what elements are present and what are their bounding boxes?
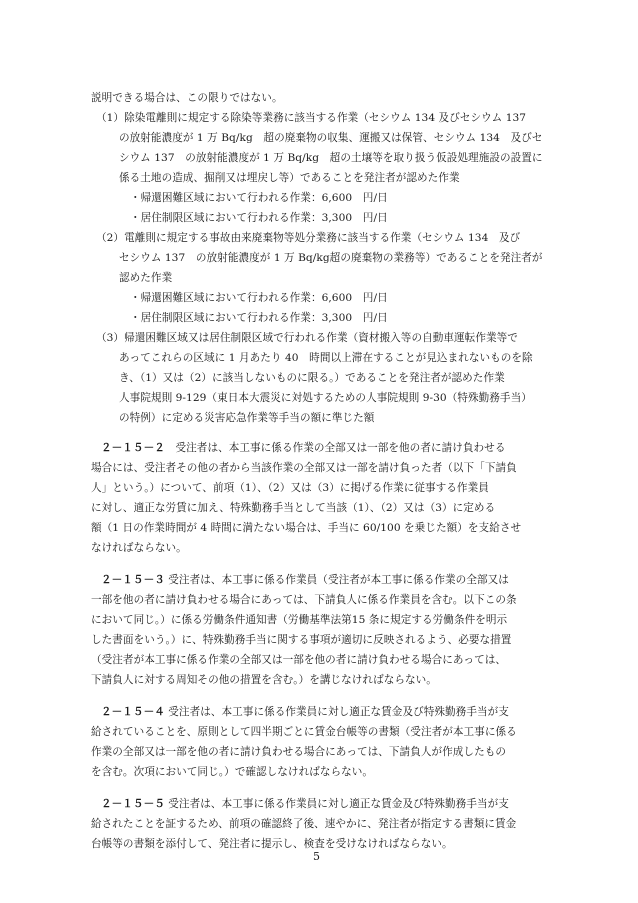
section-text: 受注者は、本工事に係る作業の全部又は一部を他の者に請け負わせる [164, 442, 506, 454]
bullet-item: ・帰還困難区域において行われる作業：6,600 円/日 [130, 292, 388, 304]
section-heading: ２－１５－５ [101, 798, 165, 810]
text-line: 台帳等の書類を添付して、発注者に提示し、検査を受けなければならない。 [91, 838, 453, 850]
text-line: 給されていることを、原則として四半期ごとに賃金台帳等の書類（受注者が本工事に係る [91, 726, 517, 738]
text-line: 一部を他の者に請け負わせる場合にあっては、下請負人に係る作業員を含む。以下この条 [91, 594, 517, 606]
text-line: の放射能濃度が 1 万 Bq/kg 超の廃棄物の収集、運搬又は保管、セシウム 134 及びセ [119, 132, 543, 144]
text-line: 認めた作業 [119, 272, 173, 284]
list-item-3: （3）帰還困難区域又は居住制限区域で行われる作業（資材搬入等の自動車運転作業等で [96, 332, 518, 344]
section-heading: ２－１５－２ [101, 442, 165, 454]
text-line: 説明できる場合は、この限りではない。 [91, 92, 283, 104]
list-item-2: （2）電離則に規定する事故由来廃棄物等処分業務に該当する作業（セシウム 134 及び [96, 232, 521, 244]
text-line: の特例）に定める災害応急作業等手当の額に準じた額 [119, 412, 375, 424]
text-line: において同じ。）に係る労働条件通知書（労働基準法第15 条に規定する労働条件を明示 [91, 614, 508, 626]
text-line: あってこれらの区域に 1 月あたり 40 時間以上滞在することが見込まれないものを除 [119, 352, 533, 364]
bullet-item: ・帰還困難区域において行われる作業：6,600 円/日 [130, 192, 388, 204]
text-line: 人事院規則 9-129（東日本大震災に対処するための人事院規則 9-30（特殊勤務手当） [119, 392, 532, 404]
text-line: 人」という。）について、前項（1）、（2）又は（3）に掲げる作業に従事する作業員 [91, 482, 489, 494]
section-2-15-4 [101, 705, 509, 720]
list-item-1: （1）除染電離則に規定する除染等業務に該当する作業（セシウム 134 及びセシウム 137 [96, 112, 527, 124]
text-line: 場合には、受注者その他の者から当該作業の全部又は一部を請け負った者（以下「下請負 [91, 462, 517, 474]
bullet-item: ・居住制限区域において行われる作業：3,300 円/日 [130, 312, 388, 324]
section-text: 受注者は、本工事に係る作業員に対し適正な賃金及び特殊勤務手当が支 [164, 798, 509, 810]
text-line: シウム 137 の放射能濃度が 1 万 Bq/kg 超の土壌等を取り扱う仮設処理施設の設置に [119, 152, 543, 164]
section-heading: ２－１５－４ [101, 706, 165, 718]
text-line: （受注者が本工事に係る作業の全部又は一部を他の者に請け負わせる場合にあっては、 [91, 654, 506, 666]
text-line: き、（1）又は（2）に該当しないものに限る。）であることを発注者が認めた作業 [119, 372, 505, 384]
text-line: セシウム 137 の放射能濃度が 1 万 Bq/kg超の廃棄物の業務等）であることを発注者が [119, 252, 543, 264]
text-line: 作業の全部又は一部を他の者に請け負わせる場合にあっては、下請負人が作成したもの [91, 746, 506, 758]
section-2-15-5 [101, 797, 509, 812]
text-line: 係る土地の造成、掘削又は埋戻し等）であることを発注者が認めた作業 [119, 172, 460, 184]
text-line: 下請負人に対する周知その他の措置を含む。）を講じなければならない。 [91, 674, 437, 686]
section-2-15-2 [101, 441, 505, 456]
text-line: を含む。次項において同じ。）で確認しなければならない。 [91, 766, 374, 778]
bullet-item: ・居住制限区域において行われる作業：3,300 円/日 [130, 212, 388, 224]
section-text: 受注者は、本工事に係る作業員に対し適正な賃金及び特殊勤務手当が支 [164, 706, 509, 718]
text-line: なければならない。 [91, 542, 187, 554]
text-line: した書面をいう。）に、特殊勤務手当に関する事項が適切に反映されるよう、必要な措置 [91, 634, 512, 646]
section-2-15-3 [101, 573, 509, 588]
page-number: 5 [313, 850, 320, 863]
text-line: に対し、適正な労賃に加え、特殊勤務手当として当該（1）、（2）又は（3）に定める [91, 502, 496, 514]
text-line: 給されたことを証するため、前項の確認終了後、速やかに、発注者が指定する書類に賃金 [91, 818, 517, 830]
section-text: 受注者は、本工事に係る作業員（受注者が本工事に係る作業の全部又は [164, 574, 509, 586]
text-line: 額（1 日の作業時間が 4 時間に満たない場合は、手当に 60/100 を乗じた額）を支給させ [91, 522, 522, 534]
section-heading: ２－１５－３ [101, 574, 165, 586]
